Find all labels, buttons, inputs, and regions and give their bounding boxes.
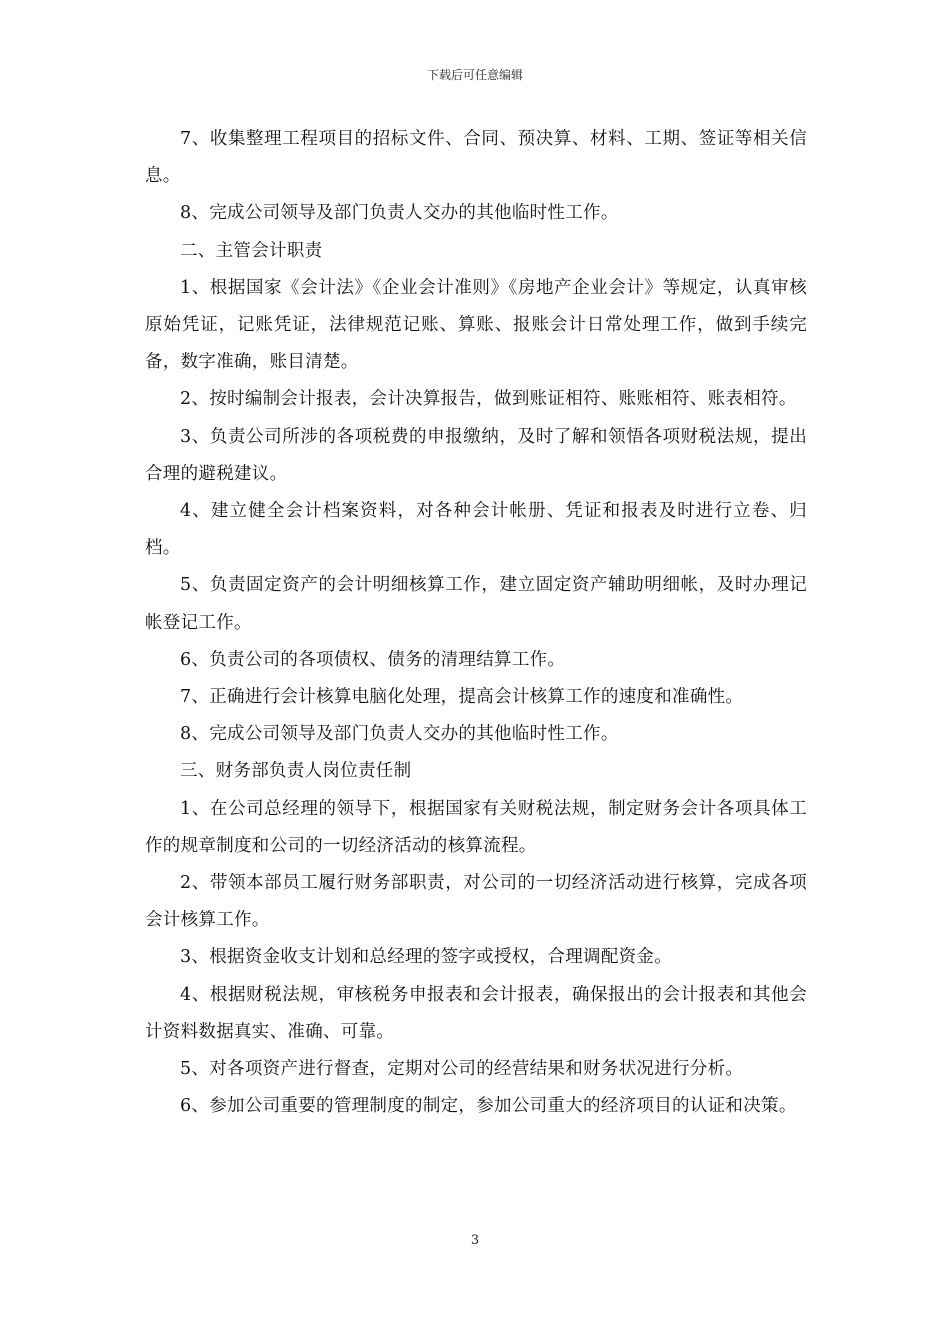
paragraph: 2、带领本部员工履行财务部职责，对公司的一切经济活动进行核算，完成各项会计核算工作。 — [145, 873, 807, 931]
paragraph: 3、负责公司所涉的各项税费的申报缴纳，及时了解和领悟各项财税法规，提出合理的避税建议。 — [145, 426, 807, 484]
paragraph: 2、按时编制会计报表，会计决算报告，做到账证相符、账账相符、账表相符。 — [180, 389, 797, 410]
paragraph: 6、参加公司重要的管理制度的制定，参加公司重大的经济项目的认证和决策。 — [180, 1096, 797, 1117]
paragraph: 5、对各项资产进行督查，定期对公司的经营结果和财务状况进行分析。 — [180, 1059, 744, 1080]
section-heading: 三、财务部负责人岗位责任制 — [180, 761, 412, 782]
paragraph: 4、建立健全会计档案资料，对各种会计帐册、凭证和报表及时进行立卷、归档。 — [145, 501, 807, 559]
document-body — [145, 121, 807, 1125]
page-number: 3 — [470, 1233, 480, 1248]
header-note: 下载后可任意编辑 — [426, 68, 523, 82]
paragraph: 8、完成公司领导及部门负责人交办的其他临时性工作。 — [180, 724, 619, 745]
paragraph: 1、在公司总经理的领导下，根据国家有关财税法规，制定财务会计各项具体工作的规章制度和公司的一切经济活动的核算流程。 — [145, 798, 807, 856]
paragraph: 8、完成公司领导及部门负责人交办的其他临时性工作。 — [180, 203, 619, 224]
paragraph: 6、负责公司的各项债权、债务的清理结算工作。 — [180, 649, 566, 670]
paragraph: 7、正确进行会计核算电脑化处理，提高会计核算工作的速度和准确性。 — [180, 687, 744, 708]
paragraph: 4、根据财税法规，审核税务申报表和会计报表，确保报出的会计报表和其他会计资料数据真实、准确、可靠。 — [145, 984, 807, 1042]
paragraph: 1、根据国家《会计法》《企业会计准则》《房地产企业会计》等规定，认真审核原始凭证，记账凭证，法律规范记账、算账、报账会计日常处理工作，做到手续完备，数字准确，账目清楚。 — [145, 277, 807, 373]
section-heading: 二、主管会计职责 — [180, 240, 323, 261]
paragraph: 7、收集整理工程项目的招标文件、合同、预决算、材料、工期、签证等相关信息。 — [145, 129, 807, 187]
paragraph: 3、根据资金收支计划和总经理的签字或授权，合理调配资金。 — [180, 947, 673, 968]
paragraph: 5、负责固定资产的会计明细核算工作，建立固定资产辅助明细帐，及时办理记帐登记工作。 — [145, 575, 807, 633]
